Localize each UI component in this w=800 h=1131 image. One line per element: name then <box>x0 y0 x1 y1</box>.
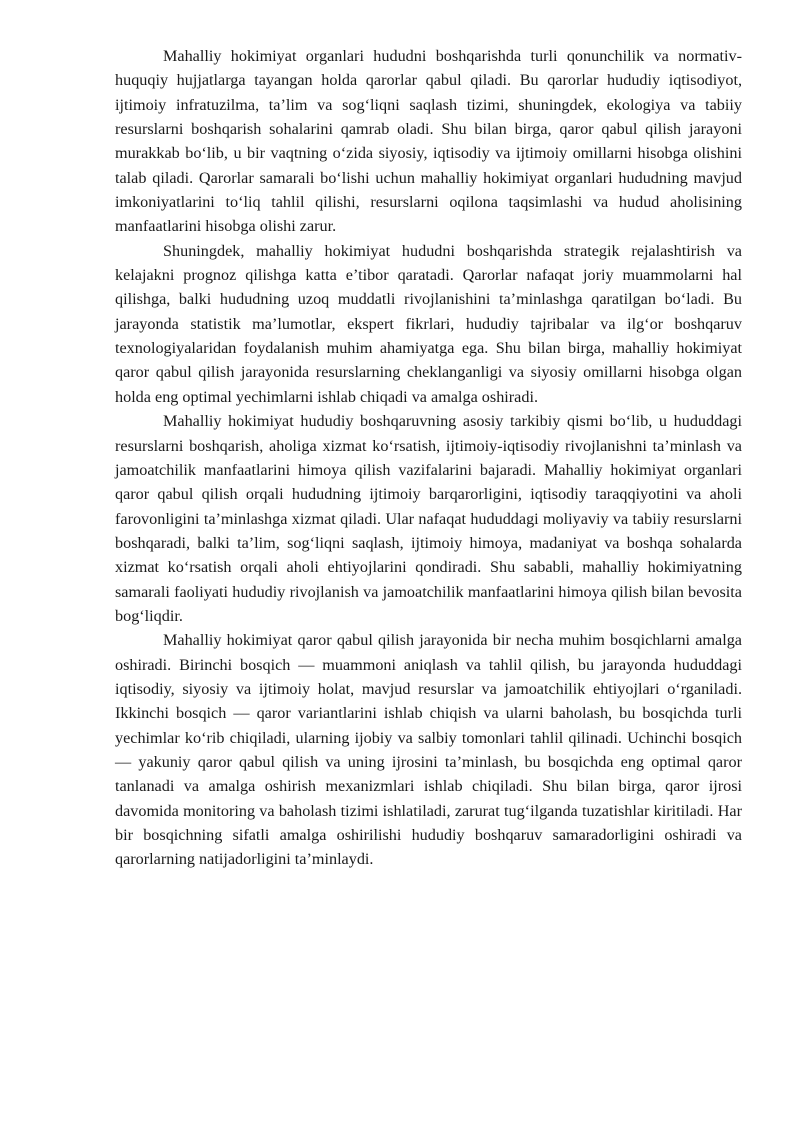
document-page <box>115 44 742 872</box>
paragraph-4: Mahalliy hokimiyat qaror qabul qilish jarayonida bir necha muhim bosqichlarni amalga oshiradi. Birinchi bosqich — muammoni aniqlash va tahlil qilish, bu jarayonda hududdagi iqtisodiy, siyosiy va ijtimoiy holat, mavjud resurslar va jamoatchilik ehtiyojlari o‘rganiladi. Ikkinchi bosqich — qaror variantlarini ishlab chiqish va ularni baholash, bu bosqichda turli yechimlar ko‘rib chiqiladi, ularning ijobiy va salbiy tomonlari tahlil qilinadi. Uchinchi bosqich — yakuniy qaror qabul qilish va uning ijrosini ta’minlash, bu bosqichda eng optimal qaror tanlanadi va amalga oshirish mexanizmlari ishlab chiqiladi. Shu bilan birga, qaror ijrosi davomida monitoring va baholash tizimi ishlatiladi, zarurat tug‘ilganda tuzatishlar kiritiladi. Har bir bosqichning sifatli amalga oshirilishi hududiy boshqaruv samaradorligini oshiradi va qarorlarning natijadorligini ta’minlaydi. <box>115 631 742 869</box>
paragraph-2: Shuningdek, mahalliy hokimiyat hududni boshqarishda strategik rejalashtirish va kelajakni prognoz qilishga katta e’tibor qaratadi. Qarorlar nafaqat joriy muammolarni hal qilishga, balki hududning uzoq muddatli rivojlanishini ta’minlashga qaratilgan bo‘ladi. Bu jarayonda statistik ma’lumotlar, ekspert fikrlari, hududiy tajribalar va ilg‘or boshqaruv texnologiyalaridan foydalanish muhim ahamiyatga ega. Shu bilan birga, mahalliy hokimiyat qaror qabul qilish jarayonida resurslarning cheklanganligi va siyosiy omillarni hisobga olgan holda eng optimal yechimlarni ishlab chiqadi va amalga oshiradi. <box>115 241 742 406</box>
paragraph-1: Mahalliy hokimiyat organlari hududni boshqarishda turli qonunchilik va normativ-huquqiy hujjatlarga tayangan holda qarorlar qabul qiladi. Bu qarorlar hududiy iqtisodiyot, ijtimoiy infratuzilma, ta’lim va sog‘liqni saqlash tizimi, shuningdek, ekologiya va tabiiy resurslarni boshqarish sohalarini qamrab oladi. Shu bilan birga, qaror qabul qilish jarayoni murakkab bo‘lib, u bir vaqtning o‘zida siyosiy, iqtisodiy va ijtimoiy omillarni hisobga olishini talab qiladi. Qarorlar samarali bo‘lishi uchun mahalliy hokimiyat organlari hududning mavjud imkoniyatlarini to‘liq tahlil qilishi, resurslarni oqilona taqsimlashi va hudud aholisining manfaatlarini hisobga olishi zarur. <box>115 47 742 236</box>
paragraph-3: Mahalliy hokimiyat hududiy boshqaruvning asosiy tarkibiy qismi bo‘lib, u hududdagi resurslarni boshqarish, aholiga xizmat ko‘rsatish, ijtimoiy-iqtisodiy rivojlanishni ta’minlash va jamoatchilik manfaatlarini himoya qilish vazifalarini bajaradi. Mahalliy hokimiyat organlari qaror qabul qilish orqali hududning ijtimoiy barqarorligini, iqtisodiy taraqqiyotini va aholi farovonligini ta’minlashga xizmat qiladi. Ular nafaqat hududdagi moliyaviy va tabiiy resurslarni boshqaradi, balki ta’lim, sog‘liqni saqlash, ijtimoiy himoya, madaniyat va boshqa sohalarda xizmat ko‘rsatish orqali aholi ehtiyojlarini qondiradi. Shu sababli, mahalliy hokimiyatning samarali faoliyati hududiy rivojlanish va jamoatchilik manfaatlarini himoya qilish bilan bevosita bog‘liqdir. <box>115 412 742 625</box>
